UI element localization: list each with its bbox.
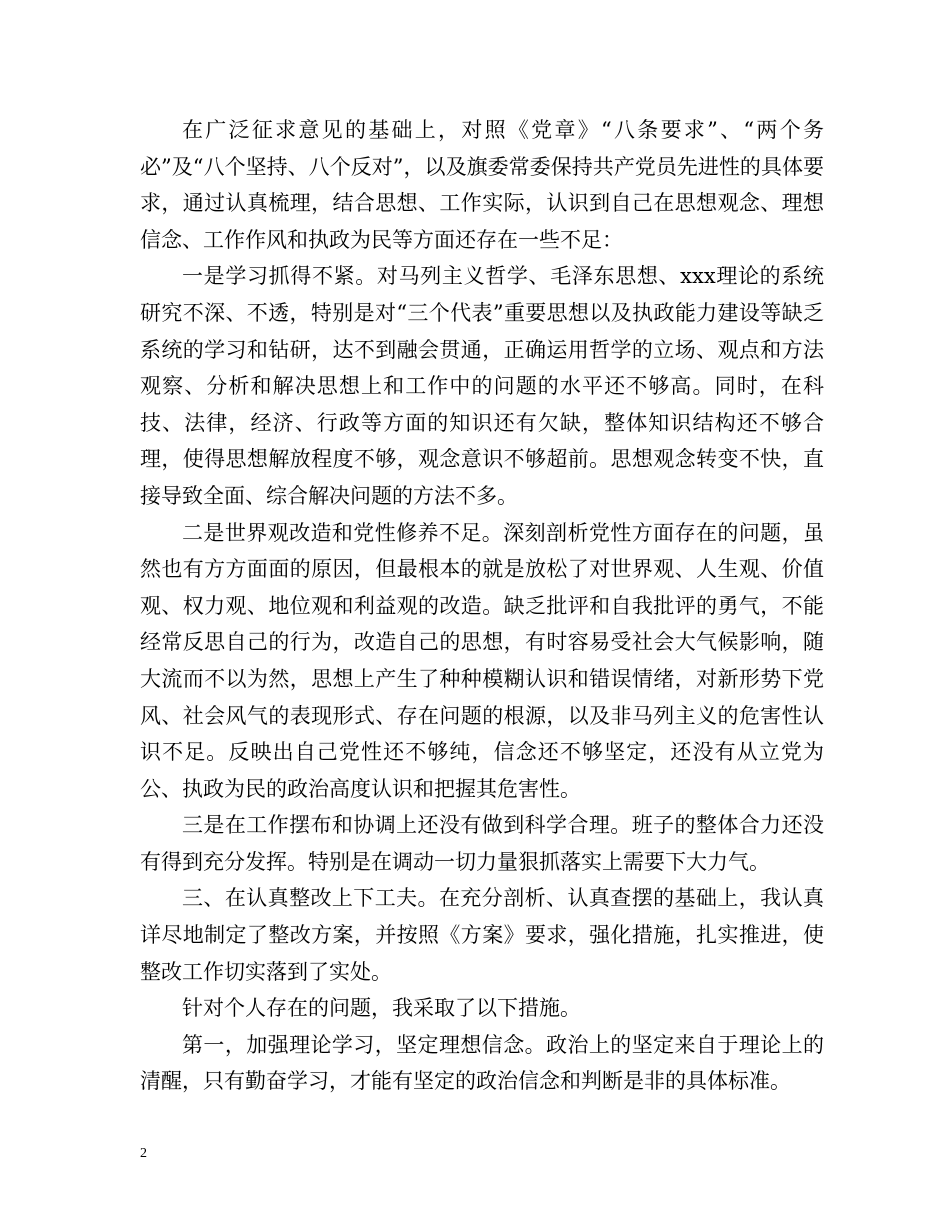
document-body — [140, 112, 824, 1100]
page-number: 2 — [140, 1146, 147, 1161]
paragraph-study: 一是学习抓得不紧。对马列主义哲学、毛泽东思想、xxx理论的系统研究不深、不透，特别是对“三个代表”重要思想以及执政能力建设等缺乏系统的学习和钻研，达不到融会贯通，正确运用哲学的立场、观点和方法观察、分析和解决思想上和工作中的问题的水平还不够高。同时，在科技、法律，经济、行政等方面的知识还有欠缺，整体知识结构还不够合理，使得思想解放程度不够，观念意识不够超前。思想观念转变不快，直接导致全面、综合解决问题的方法不多。 — [140, 264, 824, 508]
paragraph-coordination: 三是在工作摆布和协调上还没有做到科学合理。班子的整体合力还没有得到充分发挥。特别是在调动一切力量狠抓落实上需要下大力气。 — [140, 813, 824, 874]
paragraph-first-measure: 第一，加强理论学习，坚定理想信念。政治上的坚定来自于理论上的清醒，只有勤奋学习，才能有坚定的政治信念和判断是非的具体标准。 — [140, 1032, 824, 1094]
paragraph-worldview: 二是世界观改造和党性修养不足。深刻剖析党性方面存在的问题，虽然也有方方面面的原因，但最根本的就是放松了对世界观、人生观、价值观、权力观、地位观和利益观的改造。缺乏批评和自我批评的勇气，不能经常反思自己的行为，改造自己的思想，有时容易受社会大气候影响，随大流而不以为然，思想上产生了种种模糊认识和错误情绪，对新形势下党风、社会风气的表现形式、存在问题的根源，以及非马列主义的危害性认识不足。反映出自己党性还不够纯，信念还不够坚定，还没有从立党为公、执政为民的政治高度认识和把握其危害性。 — [140, 520, 824, 801]
paragraph-intro: 在广泛征求意见的基础上，对照《党章》“八条要求”、“两个务必”及“八个坚持、八个反对”，以及旗委常委保持共产党员先进性的具体要求，通过认真梳理，结合思想、工作实际，认识到自己在思想观念、理想信念、工作作风和执政为民等方面还存在一些不足： — [140, 118, 824, 252]
paragraph-rectification: 三、在认真整改上下工夫。在充分剖析、认真查摆的基础上，我认真详尽地制定了整改方案，并按照《方案》要求，强化措施，扎实推进，使整改工作切实落到了实处。 — [140, 886, 824, 984]
paragraph-measures-intro: 针对个人存在的问题，我采取了以下措施。 — [182, 996, 581, 1021]
